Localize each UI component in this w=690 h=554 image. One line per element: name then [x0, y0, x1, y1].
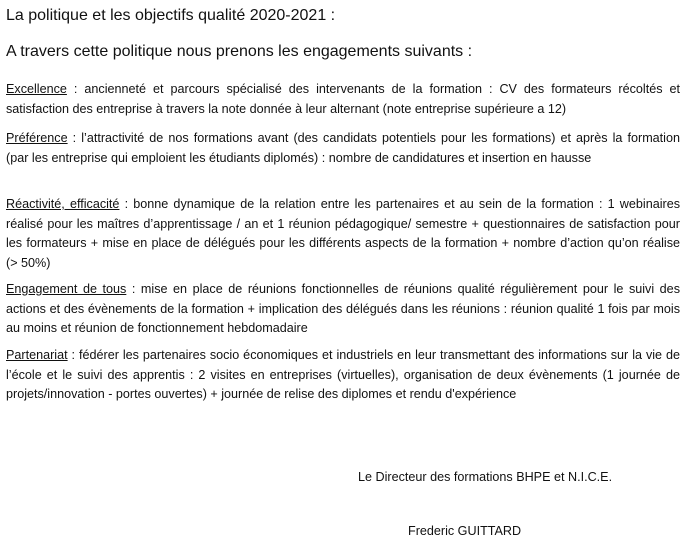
commitment-term: Excellence: [6, 82, 67, 96]
commitment-reactivite: [6, 195, 680, 273]
document-title: La politique et les objectifs qualité 2020-2021 :: [6, 7, 336, 24]
commitment-text: : ancienneté et parcours spécialisé des intervenants de la formation : CV des formateurs récoltés et satisfaction des entreprise à travers la note donnée à leur alternant (note entreprise supérieure a 12): [6, 82, 680, 116]
commitment-term: Engagement de tous: [6, 282, 127, 296]
commitment-engagement: [6, 280, 680, 339]
commitment-text: : bonne dynamique de la relation entre les partenaires et au sein de la formation : 1 webinaires réalisé pour les maîtres d’apprentissage / an et 1 réunion pédagogique/ semestre + questionnaires de satisfaction pour les formateurs + mise en place de délégués pour les différents aspects de la formation + nombre d’action qu’on réalise (> 50%): [6, 197, 680, 270]
commitment-text: : fédérer les partenaires socio économiques et industriels en leur transmettant des informations sur la vie de l’école et le suivi des apprentis : 2 visites en entreprises (virtuelles), organisation de deux évènements (1 journée de projets/innovation - portes ouvertes) + journée de relise des diplomes et rendu d'expérience: [6, 348, 680, 401]
commitment-preference: [6, 129, 680, 168]
signature-role: Le Directeur des formations BHPE et N.I.C.E.: [358, 470, 613, 484]
commitment-text: : mise en place de réunions fonctionnelles de réunions qualité régulièrement pour le suivi des actions et des évènements de la formation + implication des délégués dans les réunions : réunion qualité 1 fois par mois au moins et réunion de fonctionnement hebdomadaire: [6, 282, 680, 335]
commitment-excellence: [6, 80, 680, 119]
commitment-partenariat: [6, 346, 680, 405]
commitment-term: Préférence: [6, 131, 68, 145]
document-subtitle: A travers cette politique nous prenons les engagements suivants :: [6, 43, 473, 60]
signature-name: Frederic GUITTARD: [408, 524, 522, 538]
commitment-term: Réactivité, efficacité: [6, 197, 120, 211]
commitment-text: : l’attractivité de nos formations avant (des candidats potentiels pour les formations) et après la formation (par les entreprise qui emploient les étudiants diplomés) : nombre de candidatures et insertion en hausse: [6, 131, 680, 165]
commitment-term: Partenariat: [6, 348, 68, 362]
